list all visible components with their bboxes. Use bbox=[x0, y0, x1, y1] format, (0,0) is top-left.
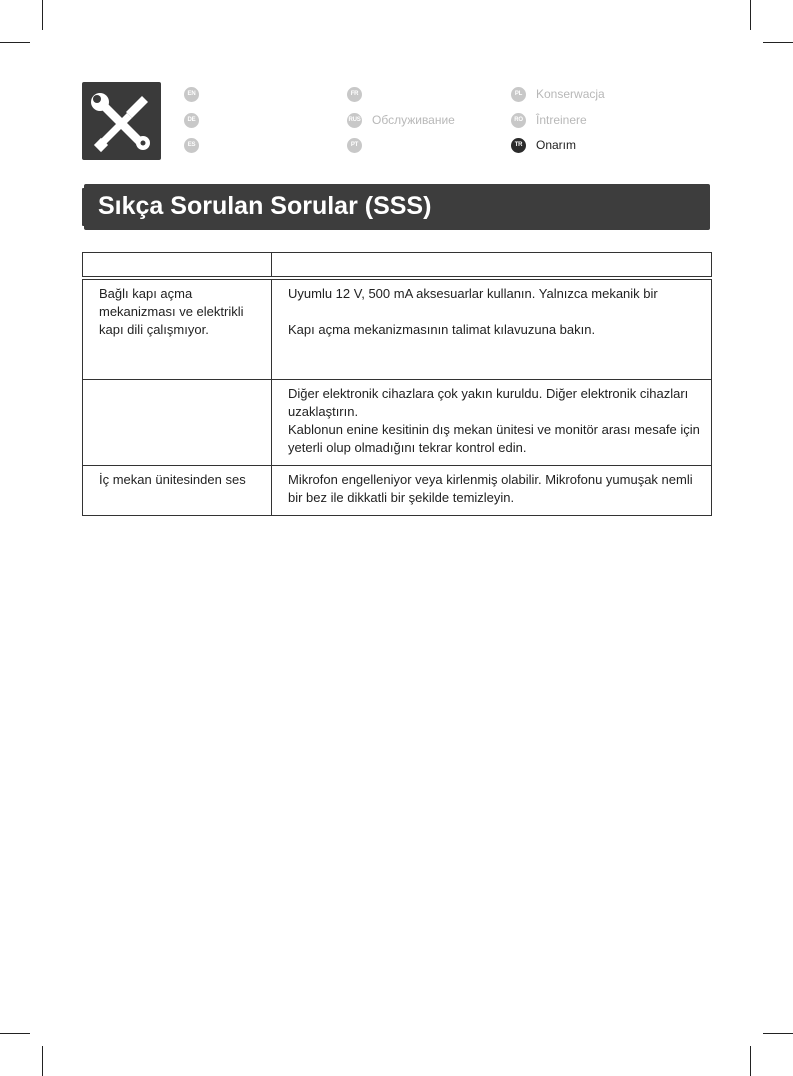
language-badge: FR bbox=[347, 87, 362, 102]
language-entry-pt bbox=[347, 136, 372, 154]
problem-text: İç mekan ünitesinden ses bbox=[99, 472, 246, 487]
solution-text: Mikrofon engelleniyor veya kirlenmiş olabilir. Mikrofonu yumuşak nemli bir bez ile dikkatli bir şekilde temizleyin. bbox=[288, 472, 693, 505]
section-title-bar bbox=[84, 184, 710, 230]
maintenance-icon-box bbox=[82, 82, 161, 160]
problem-cell bbox=[83, 466, 272, 516]
problem-header bbox=[83, 253, 272, 277]
solution-text: Kablonun enine kesitinin dış mekan ünitesi ve monitör arası mesafe için yeterli olup olmadığını tekrar kontrol edin. bbox=[288, 422, 700, 455]
language-entry-de bbox=[184, 111, 209, 129]
language-entry-ro bbox=[511, 111, 587, 129]
language-badge: RUS bbox=[347, 113, 362, 128]
solution-cell bbox=[272, 280, 712, 380]
crop-mark bbox=[763, 1033, 793, 1034]
language-badge: TR bbox=[511, 138, 526, 153]
language-entry-rus bbox=[347, 111, 455, 129]
language-badge: RO bbox=[511, 113, 526, 128]
solution-text: Diğer elektronik cihazlara çok yakın kuruldu. Diğer elektronik cihazları uzaklaştırın. bbox=[288, 386, 689, 419]
crop-mark bbox=[763, 42, 793, 43]
faq-table bbox=[82, 252, 712, 516]
table-header-row bbox=[83, 253, 712, 277]
solution-header bbox=[272, 253, 712, 277]
wrench-screwdriver-icon bbox=[82, 82, 161, 160]
language-badge: PT bbox=[347, 138, 362, 153]
language-entry-en bbox=[184, 85, 209, 103]
language-entry-tr bbox=[511, 136, 576, 154]
solution-cell bbox=[272, 466, 712, 516]
crop-mark bbox=[0, 1033, 30, 1034]
language-badge: DE bbox=[184, 113, 199, 128]
problem-cell bbox=[83, 280, 272, 380]
table-row bbox=[83, 466, 712, 516]
crop-mark bbox=[42, 0, 43, 30]
crop-mark bbox=[0, 42, 30, 43]
language-badge: PL bbox=[511, 87, 526, 102]
problem-cell bbox=[83, 380, 272, 466]
language-entry-fr bbox=[347, 85, 372, 103]
crop-mark bbox=[750, 1046, 751, 1076]
language-entry-pl bbox=[511, 85, 605, 103]
solution-text: Kapı açma mekanizmasının talimat kılavuzuna bakın. bbox=[288, 322, 596, 337]
crop-mark bbox=[750, 0, 751, 30]
language-label: Întreinere bbox=[536, 113, 587, 127]
solution-text: Uyumlu 12 V, 500 mA aksesuarlar kullanın. Yalnızca mekanik bir bbox=[288, 286, 658, 301]
language-entry-es bbox=[184, 136, 209, 154]
table-row bbox=[83, 380, 712, 466]
language-label: Onarım bbox=[536, 138, 577, 152]
solution-cell bbox=[272, 380, 712, 466]
language-label: Konserwacja bbox=[536, 87, 605, 101]
crop-mark bbox=[42, 1046, 43, 1076]
language-badge: EN bbox=[184, 87, 199, 102]
language-badge: ES bbox=[184, 138, 199, 153]
table-row bbox=[83, 280, 712, 380]
problem-text: Bağlı kapı açma mekanizması ve elektrikli kapı dili çalışmıyor. bbox=[99, 286, 244, 337]
section-title: Sıkça Sorulan Sorular (SSS) bbox=[98, 192, 432, 220]
language-label: Обслуживание bbox=[372, 113, 455, 127]
